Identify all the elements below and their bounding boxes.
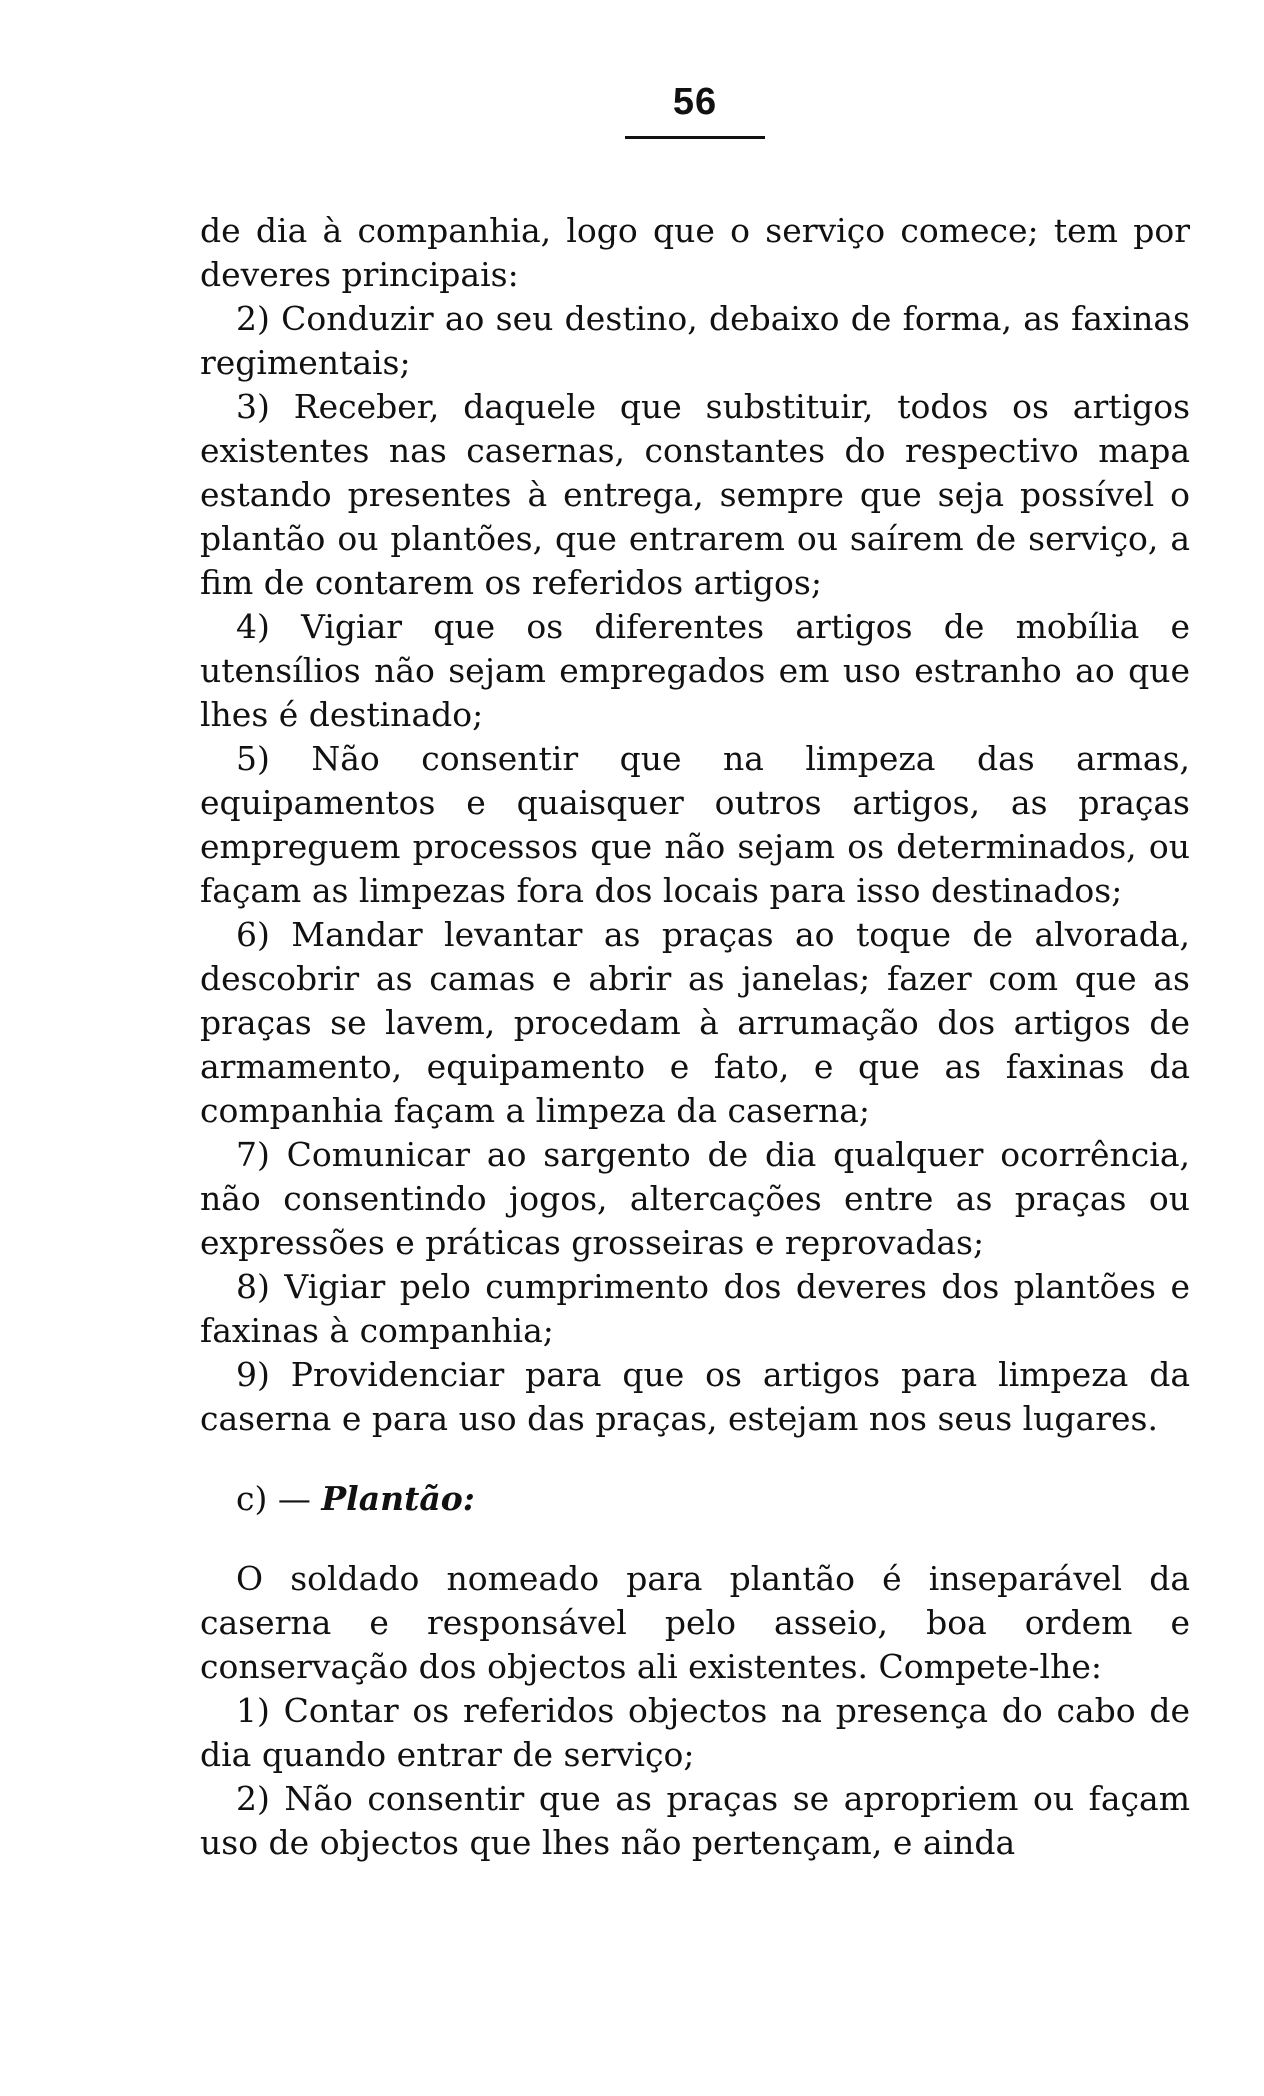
list-item: 5) Não consentir que na limpeza das armas, equipamentos e quaisquer outros artigos, as praças empreguem processos que não sejam os determinados, ou façam as limpezas fora dos locais para isso destinados; (200, 739, 1190, 910)
list-item: 2) Conduzir ao seu destino, debaixo de forma, as faxinas regimentais; (200, 299, 1190, 382)
list-item: 7) Comunicar ao sargento de dia qualquer ocorrência, não consentindo jogos, altercações entre as praças ou expressões e práticas grosseiras e reprovadas; (200, 1135, 1190, 1262)
document-page (200, 80, 1190, 1865)
list-item: 4) Vigiar que os diferentes artigos de mobília e utensílios não sejam empregados em uso estranho ao que lhes é destinado; (200, 607, 1190, 734)
section-heading (236, 1477, 1190, 1521)
list-item: 3) Receber, daquele que substituir, todos os artigos existentes nas casernas, constantes do respectivo mapa estando presentes à entrega, sempre que seja possível o plantão ou plantões, que entrarem ou saírem de serviço, a fim de contarem os referidos artigos; (200, 387, 1190, 602)
page-number: 56 (672, 81, 718, 123)
list-item: 9) Providenciar para que os artigos para limpeza da caserna e para uso das praças, estejam nos seus lugares. (200, 1355, 1190, 1438)
section-intro-paragraph: O soldado nomeado para plantão é inseparável da caserna e responsável pelo asseio, boa ordem e conservação dos objectos ali existentes. Compete-lhe: (200, 1559, 1190, 1686)
section-label: c) — (236, 1479, 311, 1518)
page-header (200, 80, 1190, 139)
intro-paragraph: de dia à companhia, logo que o serviço comece; tem por deveres principais: (200, 211, 1190, 294)
header-rule (625, 136, 765, 139)
list-item: 6) Mandar levantar as praças ao toque de alvorada, descobrir as camas e abrir as janelas; fazer com que as praças se lavem, procedam à arrumação dos artigos de armamento, equipamento e fato, e que as faxinas da companhia façam a limpeza da caserna; (200, 915, 1190, 1130)
list-item: 1) Contar os referidos objectos na presença do cabo de dia quando entrar de serviço; (200, 1691, 1190, 1774)
list-item: 8) Vigiar pelo cumprimento dos deveres dos plantões e faxinas à companhia; (200, 1267, 1190, 1350)
section-title: Plantão: (321, 1479, 475, 1518)
list-item: 2) Não consentir que as praças se apropriem ou façam uso de objectos que lhes não pertençam, e ainda (200, 1779, 1190, 1862)
